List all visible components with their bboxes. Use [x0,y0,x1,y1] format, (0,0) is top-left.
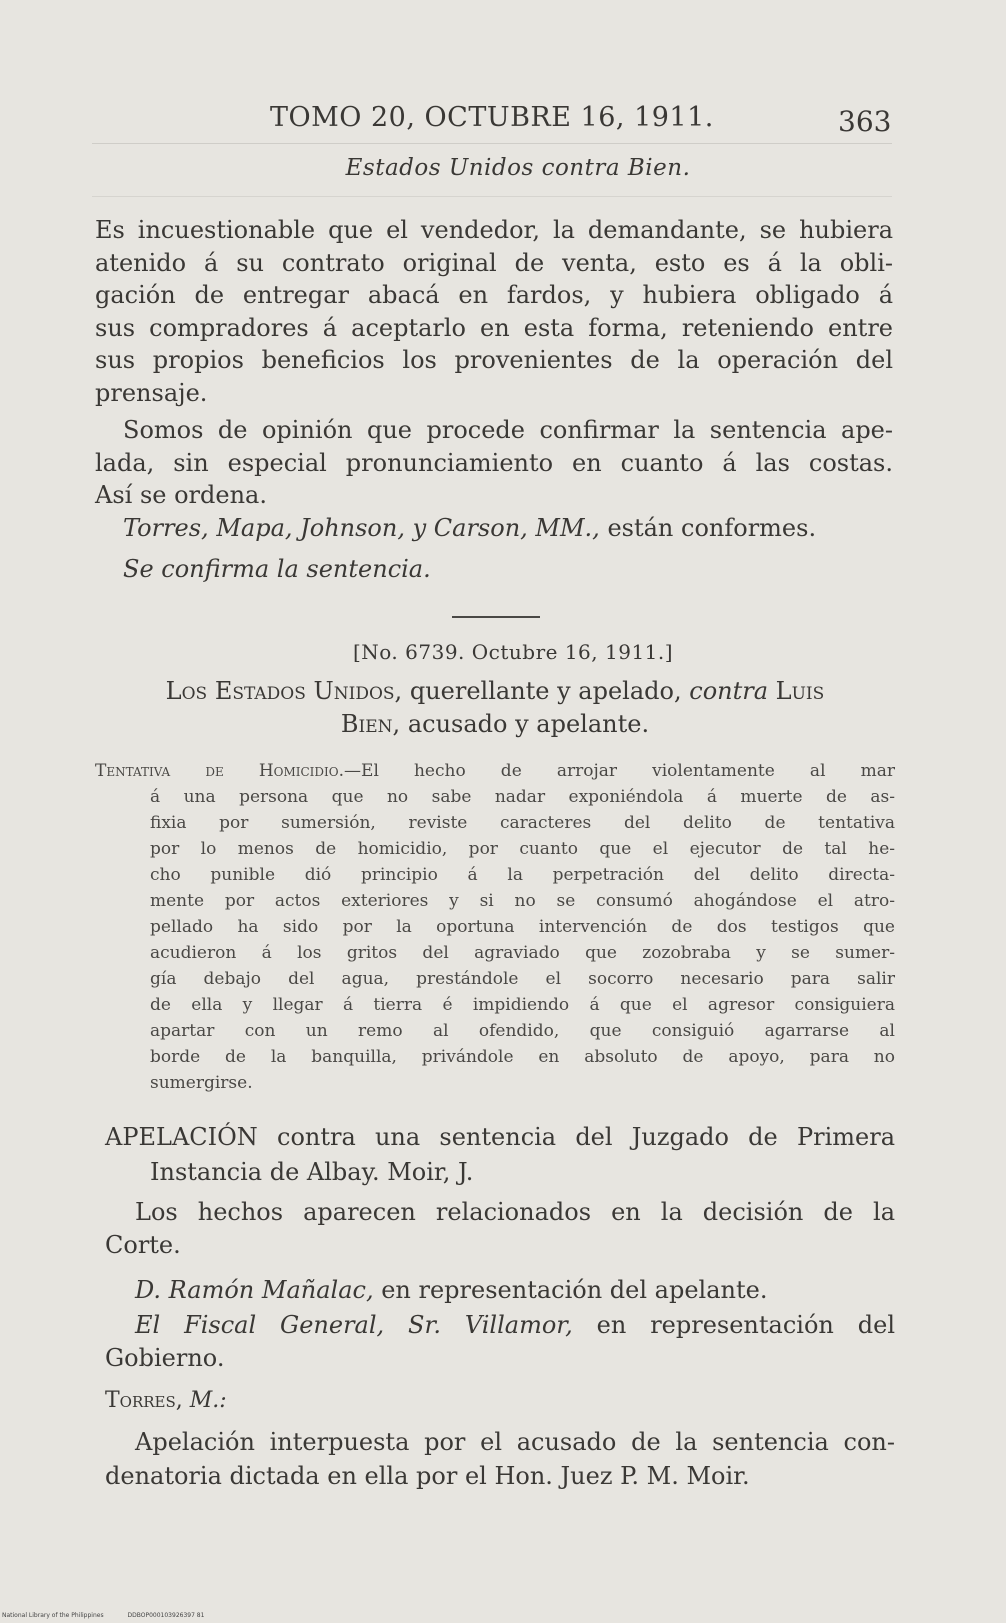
counsel-name: El Fiscal General, Sr. Villamor, [135,1311,573,1339]
opinion-line: Apelación interpuesta por el acusado de la sentencia con- [135,1428,895,1456]
concurring-justices: Torres, Mapa, Johnson, y Carson, MM., [123,514,600,542]
syllabus-heading: Tentativa de Homicidio. [95,761,345,781]
defendant-role: acusado y apelante. [407,710,650,738]
text-line: atenido á su contrato original de venta, esto es á la obli- [95,248,893,277]
page-number: 363 [838,105,892,138]
syllabus-line: por lo menos de homicidio, por cuanto que el ejecutor de tal he- [150,839,895,859]
section-divider [452,616,540,618]
plaintiff-name: Los Estados Unidos, [165,677,403,705]
syllabus-line: á una persona que no sabe nadar exponiéndola á muerte de as- [150,787,895,807]
appeal-statement [105,1120,895,1190]
text-line: lada, sin especial pronunciamiento en cuanto á las costas. [95,448,893,477]
defendant-first-name: Luis [775,677,825,705]
syllabus-line: cho punible dió principio á la perpetración del delito directa- [150,865,895,885]
text-line: gación de entregar abacá en fardos, y hubiera obligado á [95,281,893,309]
ponente [105,1388,227,1413]
header-rule-2 [92,196,892,197]
appeal-line: APELACIÓN contra una sentencia del Juzgado de Primera [105,1123,895,1151]
syllabus-line: mente por actos exteriores y si no se consumó ahogándose el atro- [150,891,895,911]
text-line: sus compradores á aceptarlo en esta forma, reteniendo entre [95,313,893,342]
opinion-line: denatoria dictada en ella por el Hon. Juez P. M. Moir. [105,1462,750,1490]
previous-case-paragraph-1 [95,214,893,409]
plaintiff-role: querellante y apelado, [409,677,682,705]
case-short-title: Estados Unidos contra Bien. [345,155,691,181]
facts-line: Corte. [105,1231,181,1259]
syllabus-line: borde de la banquilla, privándole en absoluto de apoyo, para no [150,1047,895,1067]
contra-word: contra [689,677,769,705]
scan-footer [2,1612,226,1619]
judge-name: Torres, [105,1388,183,1413]
docket-number: [No. 6739. Octubre 16, 1911.] [352,640,674,664]
text-line: Es incuestionable que el vendedor, la demandante, se hubiera [95,216,893,244]
syllabus-text: —El hecho de arrojar violentamente al mar [344,761,895,781]
concurrence-text: están conformes. [607,514,817,542]
volume-date-title: TOMO 20, OCTUBRE 16, 1911. [270,102,714,133]
text-line: sus propios beneficios los provenientes de la operación del [95,346,893,374]
disposition: Se confirma la sentencia. [123,555,431,583]
counsel-name: D. Ramón Mañalac, [135,1276,374,1304]
text-line: Así se ordena. [95,481,267,509]
counsel-government [105,1309,895,1375]
concurrence-line [95,512,893,545]
header-rule [92,143,892,144]
facts-line: Los hechos aparecen relacionados en la decisión de la [135,1198,895,1226]
running-head [0,102,1006,142]
defendant-last-name: Bien, [340,710,401,738]
text-line: Somos de opinión que procede confirmar la sentencia ape- [123,416,893,444]
syllabus-line: fixia por sumersión, reviste caracteres del delito de tentativa [150,813,895,833]
counsel-line [105,1309,895,1342]
facts-statement [105,1196,895,1262]
judge-title: M.: [189,1388,227,1413]
syllabus-line [95,758,895,784]
previous-case-paragraph-2 [95,414,893,512]
counsel-role: en representación del apelante. [381,1276,768,1304]
disposition-line [95,553,893,586]
syllabus-line: pellado ha sido por la oportuna intervención de dos testigos que [150,917,895,937]
syllabus-line: acudieron á los gritos del agraviado que zozobraba y se sumer- [150,943,895,963]
opinion-text [105,1425,895,1493]
scan-code: DDBOP000103926397 81 [127,1612,205,1619]
syllabus-line: gía debajo del agua, prestándole el socorro necesario para salir [150,969,895,989]
syllabus-line: apartar con un remo al ofendido, que consiguió agarrarse al [150,1021,895,1041]
syllabus [95,758,895,1096]
library-credit: National Library of the Philippines [2,1612,104,1619]
counsel-line: Gobierno. [105,1344,225,1372]
appeal-line: Instancia de Albay. Moir, J. [150,1158,474,1186]
syllabus-line: sumergirse. [150,1073,253,1093]
counsel-role: en representación del [596,1311,895,1339]
syllabus-line: de ella y llegar á tierra é impidiendo á que el agresor consiguiera [150,995,895,1015]
case-title [95,675,895,741]
counsel-appellant [135,1274,895,1307]
text-line: prensaje. [95,378,208,407]
